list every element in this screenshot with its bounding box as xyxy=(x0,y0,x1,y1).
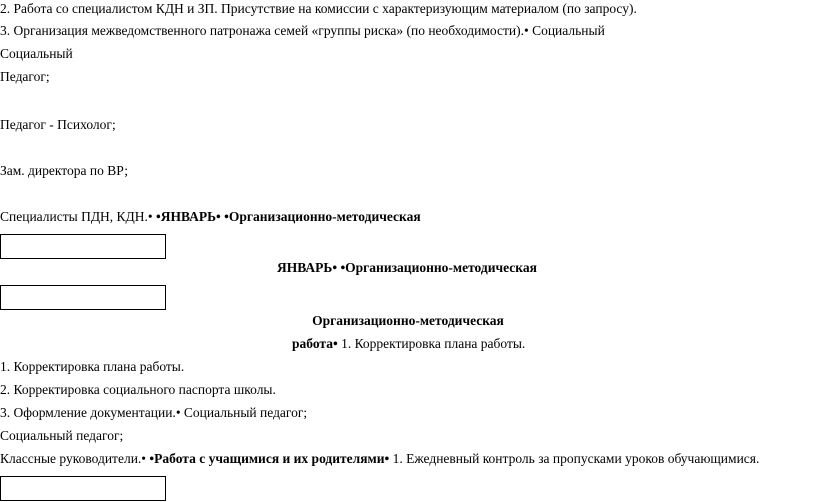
bullet-icon: • xyxy=(332,260,338,275)
text-segment: Социальный педагог; xyxy=(180,405,308,420)
text-line-social-pedagog xyxy=(0,428,123,444)
text-line-documentation xyxy=(0,405,307,421)
bullet-icon: • xyxy=(384,451,390,466)
text-segment: Зам. директора по ВР; xyxy=(0,163,128,178)
text-line-pedagog xyxy=(0,69,50,85)
empty-cell-box xyxy=(0,234,166,259)
text-line-pedagog-psychologist xyxy=(0,117,116,133)
text-line-work-kdn xyxy=(0,1,637,17)
text-line-deputy-director xyxy=(0,163,128,179)
text-line-section-heading xyxy=(0,313,816,329)
text-segment: 2. Корректировка социального паспорта школы. xyxy=(0,382,276,397)
empty-cell-box xyxy=(0,476,166,501)
text-line-work-plan xyxy=(292,336,525,352)
text-segment: Социальный педагог; xyxy=(0,428,124,443)
text-segment: 1. Корректировка плана работы. xyxy=(0,359,185,374)
bullet-icon: • xyxy=(224,209,229,224)
bullet-icon: • xyxy=(149,451,155,466)
section-label: работа xyxy=(292,336,333,351)
text-segment: 2. Работа со специалистом КДН и ЗП. Присутствие на комиссии с характеризующим материалом (по запросу). xyxy=(0,1,637,16)
bullet-icon: • xyxy=(216,209,221,224)
section-label: Организационно-методическая xyxy=(345,260,537,275)
text-line-class-teachers xyxy=(0,451,759,467)
section-label: Организационно-методическая xyxy=(228,209,421,224)
text-segment: 3. Оформление документации. xyxy=(0,405,176,420)
bullet-icon: • xyxy=(332,336,338,351)
section-label: Работа с учащимися и их родителями xyxy=(154,451,385,466)
text-segment: 1. Ежедневный контроль за пропусками уроков обучающимися. xyxy=(389,451,760,466)
text-segment: Социальный xyxy=(528,23,605,38)
text-segment: Педагог - Психолог; xyxy=(0,117,116,132)
text-segment: Педагог; xyxy=(0,69,50,84)
text-segment: Социальный xyxy=(0,46,73,61)
month-label: ЯНВАРЬ xyxy=(160,209,217,224)
text-segment: Классные руководители. xyxy=(0,451,142,466)
text-line-patronage xyxy=(0,23,605,39)
text-segment: 1. Корректировка плана работы. xyxy=(337,336,526,351)
bullet-icon: • xyxy=(141,451,147,466)
text-line-specialists xyxy=(0,209,421,225)
text-line-passport xyxy=(0,382,276,398)
text-segment: 3. Организация межведомственного патронажа семей «группы риска» (по необходимости). xyxy=(0,23,524,38)
text-line-january-header xyxy=(277,260,537,276)
month-label: ЯНВАРЬ xyxy=(277,260,333,275)
text-line-plan-correction xyxy=(0,359,184,375)
bullet-icon: • xyxy=(523,23,529,38)
bullet-icon: • xyxy=(175,405,181,420)
bullet-icon: • xyxy=(340,260,346,275)
text-line-social xyxy=(0,46,73,62)
text-segment: Специалисты ПДН, КДН. xyxy=(0,209,148,224)
bullet-icon: • xyxy=(155,209,161,224)
section-heading: Организационно-методическая xyxy=(312,313,504,328)
bullet-icon: • xyxy=(147,209,153,224)
empty-cell-box xyxy=(0,285,166,310)
